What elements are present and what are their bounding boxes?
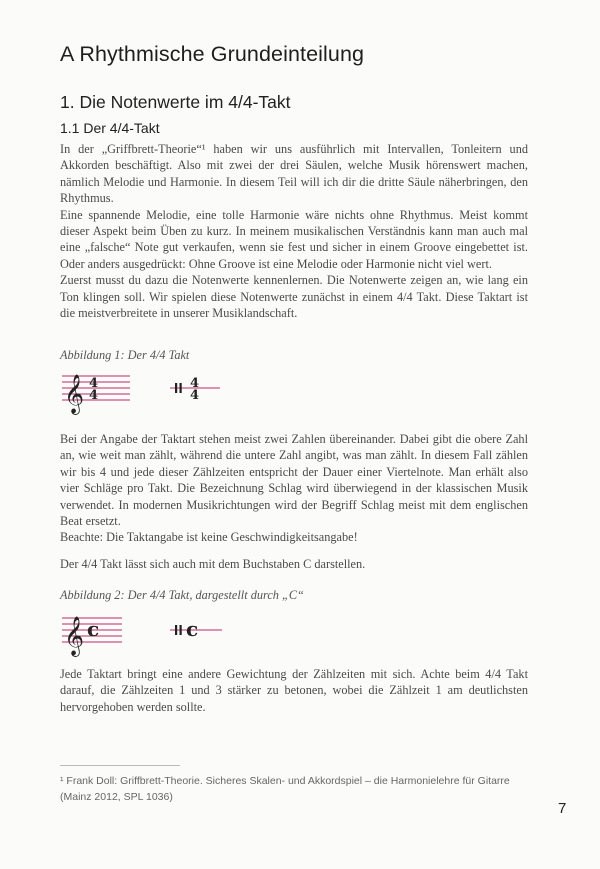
time-signature-top: 4 — [89, 376, 99, 391]
paragraph: Jede Taktart bringt eine andere Gewichtung der Zählzeiten mit sich. Achte beim 4/4 Takt darauf, die Zählzeiten 1 und 3 stärker zu betonen, wobei die Zählzeit 1 am deutlichsten hervorgehoben werden sollte. — [60, 667, 528, 714]
common-time-symbol: c — [87, 617, 100, 641]
figure-2-caption: Abbildung 2: Der 4/4 Takt, dargestellt durch „C“ — [60, 588, 304, 602]
paragraph: Zuerst musst du dazu die Notenwerte kennenlernen. Die Notenwerte zeigen an, wie lang ein Ton klingen soll. Wir spielen diese Notenwerte zunächst in einem 4/4 Takt. Diese Taktart ist die meistverbreitete in unserer Musiklandschaft. — [60, 273, 528, 321]
treble-clef-icon: 𝄞 — [64, 616, 85, 656]
paragraph: Beachte: Die Taktangabe ist keine Geschwindigkeitsangabe! — [60, 530, 358, 545]
treble-clef-icon: 𝄞 — [64, 374, 85, 414]
figure-2-notation — [62, 608, 262, 658]
page-number: 7 — [558, 800, 567, 817]
figure-1-caption: Abbildung 1: Der 4/4 Takt — [60, 348, 190, 362]
paragraph: In der „Griffbrett-Theorie“¹ haben wir uns ausführlich mit Intervallen, Tonleitern und Akkorden beschäftigt. Also mit zwei der drei Säulen, welche Musik hörenswert machen, nämlich Melodie und Harmonie. In diesem Teil will ich dir die dritte Säule näherbringen, den Rhythmus. — [60, 142, 528, 206]
intro-text — [60, 141, 528, 321]
time-signature-bottom: 4 — [89, 388, 99, 403]
footnote-divider — [60, 765, 180, 766]
section-heading: 1. Die Notenwerte im 4/4-Takt — [60, 92, 291, 112]
common-time-symbol: c — [186, 617, 199, 641]
explanation-text — [60, 431, 528, 546]
figure-1-notation — [62, 366, 262, 416]
paragraph: Der 4/4 Takt lässt sich auch mit dem Buchstaben C darstellen. — [60, 557, 366, 571]
footnote: ¹ Frank Doll: Griffbrett-Theorie. Sicheres Skalen- und Akkordspiel – die Harmonielehre für Gitarre (Mainz 2012, SPL 1036) — [60, 775, 510, 803]
paragraph: Eine spannende Melodie, eine tolle Harmonie wäre nichts ohne Rhythmus. Meist kommt dieser Aspekt beim Üben zu kurz. In meinem musikalischen Verständnis kann man auch mal eine „falsche“ Note gut verkaufen, wenn sie fest und sicher in einem Groove eingebettet ist. Oder anders ausgedrückt: Ohne Groove ist eine Melodie oder Harmonie nicht viel wert. — [60, 207, 528, 271]
paragraph: Bei der Angabe der Taktart stehen meist zwei Zahlen übereinander. Dabei gibt die obere Zahl an, wie weit man zählt, während die untere Zahl angibt, was man zählt. In diesem Fall zählen wir bis 4 und jede dieser Zählzeiten entspricht der Dauer einer Viertelnote. Man erhält also vier Schläge pro Takt. Die Bezeichnung Schlag wird überwiegend in der klassischen Musik verwendet. In modernen Musikrichtungen wird der Begriff Schlag meist mit dem englischen Beat ersetzt. — [60, 432, 528, 529]
subsection-heading: 1.1 Der 4/4-Takt — [60, 120, 160, 136]
time-signature-top: 4 — [190, 376, 200, 391]
time-signature-bottom: 4 — [190, 388, 200, 403]
chapter-heading: A Rhythmische Grundeinteilung — [60, 42, 365, 66]
